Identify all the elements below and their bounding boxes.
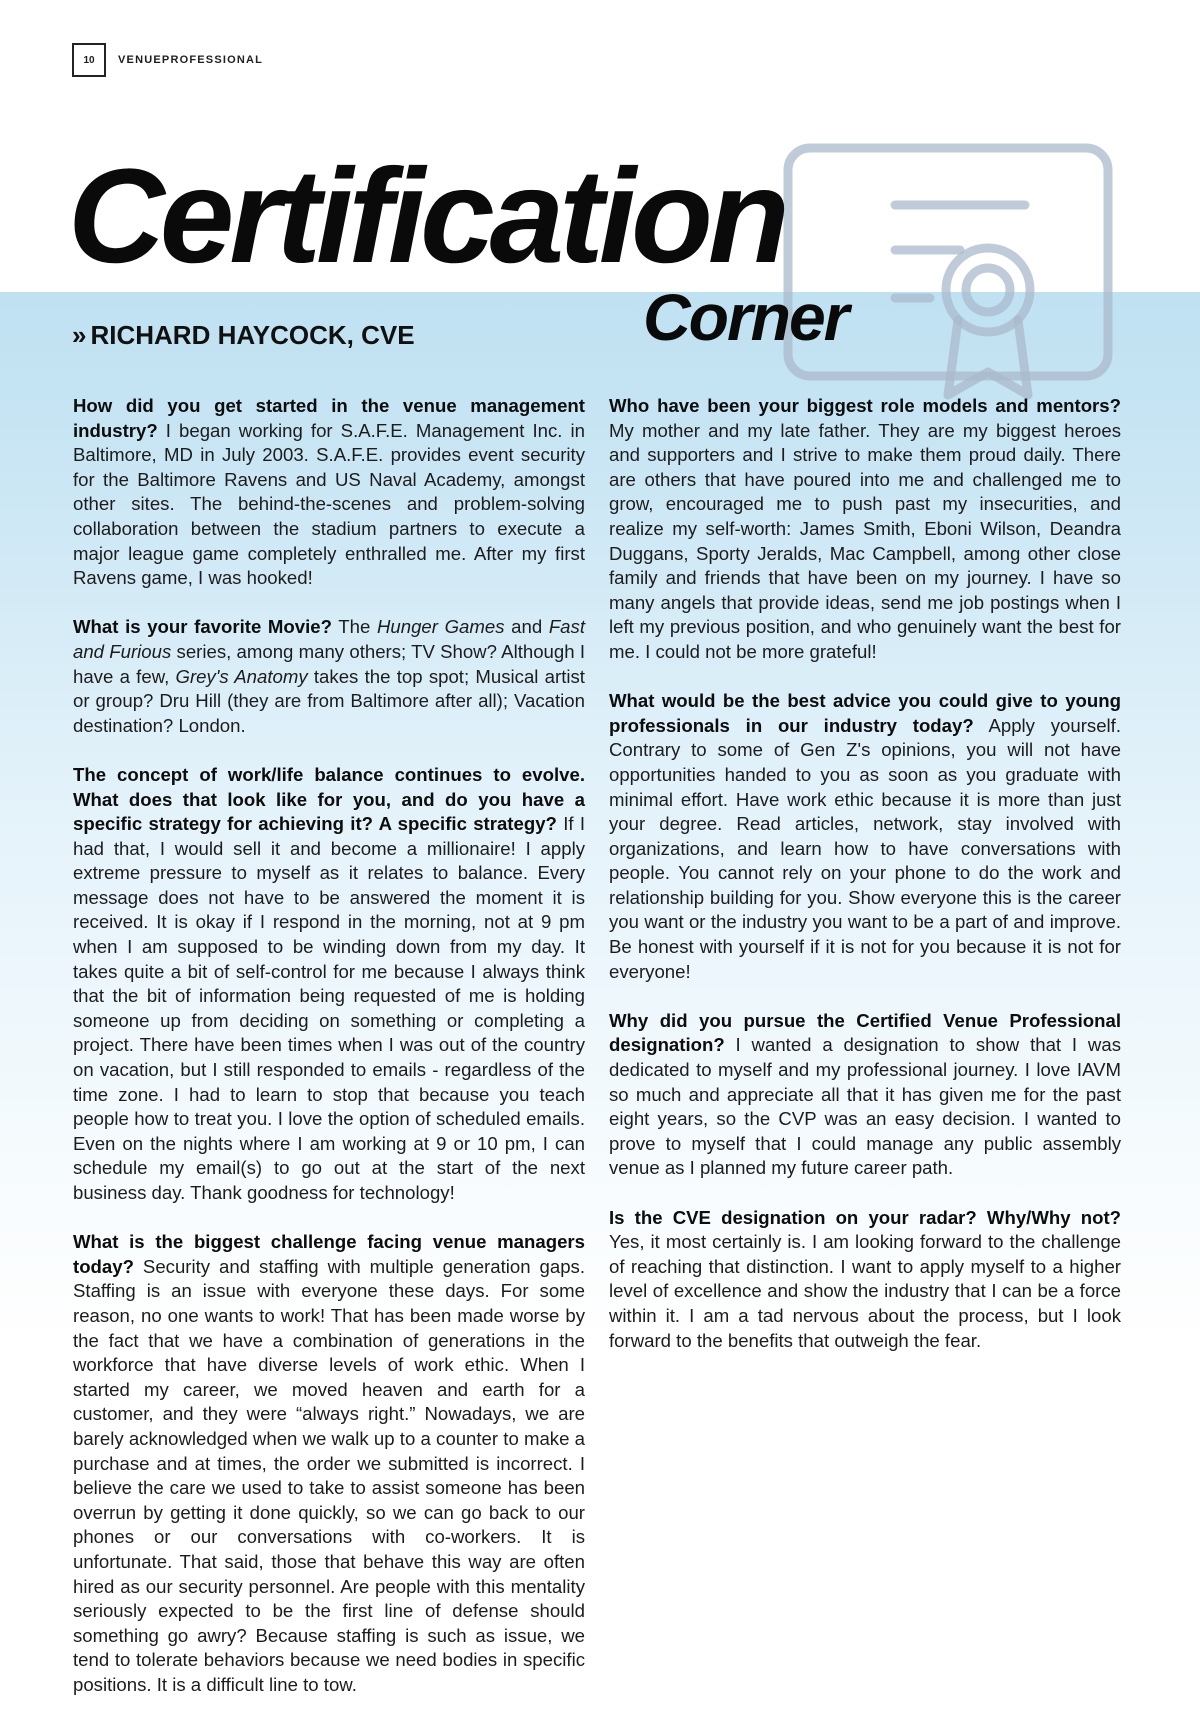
author-byline bbox=[72, 320, 415, 351]
answer: Security and staffing with multiple generation gaps. Staffing is an issue with everyone these days. For some reason, no one wants to work! That has been made worse by the fact that we have a combination of generations in the workforce that have diverse levels of work ethic. When I started my career, we moved heaven and earth for a customer, and they were “always right.” Nowadays, we are barely acknowledged when we walk up to a counter to make a purchase and at times, the order we submitted is incorrect. I believe the care we used to take to assist someone has been overrun by getting it done quickly, so we can go back to our phones or our conversations with co-workers. It is unfortunate. That said, those that behave this way are often hired as our security personnel. Are people with this mentality seriously expected to be the first line of defense should something go awry? Because staffing is such as issue, we tend to tolerate behaviors because we need bodies in specific positions. It is a difficult line to tow. bbox=[73, 1255, 585, 1695]
question: What is the biggest challenge facing venue managers today? bbox=[73, 1231, 585, 1277]
qa-item bbox=[73, 1230, 585, 1697]
qa-item bbox=[609, 1009, 1121, 1181]
question: What would be the best advice you could give to young professionals in our industry today? bbox=[609, 690, 1121, 736]
certificate-icon bbox=[730, 140, 1150, 400]
question: Why did you pursue the Certified Venue Professional designation? bbox=[609, 1009, 1121, 1056]
double-chevron-icon: » bbox=[72, 320, 87, 350]
qa-item bbox=[609, 394, 1121, 665]
question: Is the CVE designation on your radar? Why/Why not? bbox=[609, 1206, 1121, 1228]
answer-text: The bbox=[338, 616, 371, 638]
qa-item bbox=[609, 689, 1121, 984]
answer: My mother and my late father. They are my biggest heroes and supporters and I strive to make them proud daily. There are others that have poured into me and challenged me to grow, encouraged me to push past my insecurities, and realize my self-worth: James Smith, Eboni Wilson, Deandra Duggans, Sporty Jeralds, Mac Campbell, among other close family and friends that have been on my journey. I have so many angels that provide ideas, send me job postings when I left my previous position, and who genuinely want the best for me. I could not be more grateful! bbox=[609, 419, 1121, 662]
answer: I wanted a designation to show that I was dedicated to myself and my professional journey. I love IAVM so much and appreciate all that it has given me for the past eight years, so the CVP was an easy decision. I wanted to prove to myself that I could manage any public assembly venue as I planned my future career path. bbox=[609, 1034, 1121, 1179]
publication-name bbox=[118, 54, 263, 66]
qa-item bbox=[73, 763, 585, 1206]
movie-title: Fast and Furious bbox=[73, 616, 585, 662]
publication-name-light: PROFESSIONAL bbox=[161, 54, 264, 66]
page-number: 10 bbox=[72, 43, 106, 77]
author-name: RICHARD HAYCOCK, CVE bbox=[90, 320, 415, 350]
qa-item bbox=[73, 615, 585, 738]
answer: Apply yourself. Contrary to some of Gen Z's opinions, you will not have opportunities handed to you as soon as you graduate with minimal effort. Have work ethic because it is more than just your degree. Read articles, network, stay involved with organizations, and learn how to have conversations with people. You cannot rely on your phone to do the work and relationship building for you. Show everyone this is the career you want or the industry you want to be a part of and improve. Be honest with yourself if it is not for you because it is not for everyone! bbox=[609, 714, 1121, 982]
question: Who have been your biggest role models and mentors? bbox=[609, 395, 1121, 416]
movie-title: Hunger Games bbox=[376, 616, 505, 638]
tv-show-title: Grey's Anatomy bbox=[175, 665, 308, 687]
answer: If I had that, I would sell it and become a millionaire! I apply extreme pressure to myself as it relates to balance. Every message does not have to be answered the moment it is received. It is okay if I respond in the morning, not at 9 pm when I am supposed to be winding down from my day. It takes quite a bit of self-control for me because I always think that the bit of information being requested of me is holding someone up from deciding on something or completing a project. There have been times when I was out of the country on vacation, but I still responded to emails - regardless of the time zone. I had to learn to stop that because you teach people how to treat you. I love the option of scheduled emails. Even on the nights where I am working at 9 or 10 pm, I can schedule my email(s) to go out at the start of the next business day. Thank goodness for technology! bbox=[73, 813, 585, 1203]
answer: Yes, it most certainly is. I am looking forward to the challenge of reaching that distinction. I want to apply myself to a higher level of excellence and show the industry that I can be a force within it. I am a tad nervous about the process, but I look forward to the benefits that outweigh the fear. bbox=[609, 1231, 1121, 1351]
article-column-left bbox=[73, 394, 585, 1722]
qa-item bbox=[609, 1206, 1121, 1354]
page-title: Certification bbox=[68, 142, 785, 291]
answer-text: series, among many others; TV Show? Although I have a few, bbox=[73, 640, 585, 687]
publication-name-bold: VENUE bbox=[118, 54, 162, 66]
answer: I began working for S.A.F.E. Management Inc. in Baltimore, MD in July 2003. S.A.F.E. provides event security for the Baltimore Ravens and US Naval Academy, amongst other sites. The behind-the-scenes and problem-solving collaboration between the stadium partners to execute a major league game completely enthralled me. After my first Ravens game, I was hooked! bbox=[73, 419, 585, 589]
qa-item bbox=[73, 394, 585, 591]
question: How did you get started in the venue management industry? bbox=[73, 395, 585, 441]
answer-text: takes the top spot; Musical artist or group? Dru Hill (they are from Baltimore after all); Vacation destination? London. bbox=[73, 665, 585, 736]
answer-text: and bbox=[511, 616, 543, 638]
question: The concept of work/life balance continues to evolve. What does that look like for you, and do you have a specific strategy for achieving it? A specific strategy? bbox=[73, 763, 585, 835]
page-subtitle: Corner bbox=[643, 280, 848, 354]
question: What is your favorite Movie? bbox=[73, 616, 332, 638]
article-column-right bbox=[609, 394, 1121, 1378]
